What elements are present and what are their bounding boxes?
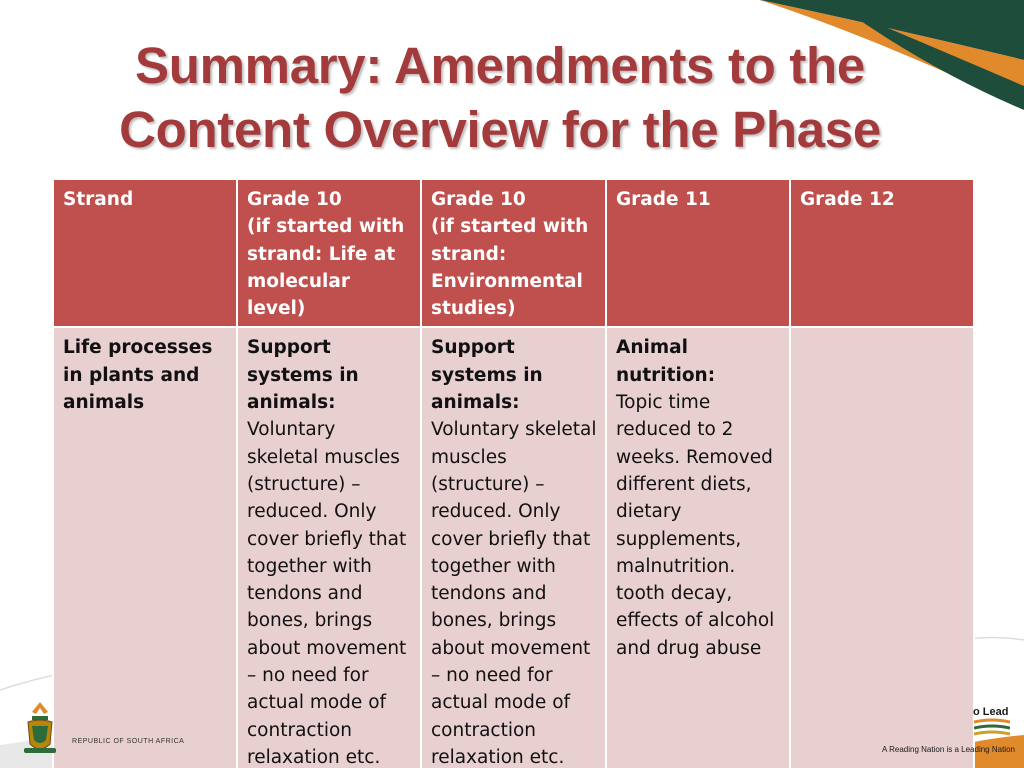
cell-grade11 xyxy=(606,327,790,768)
cell-grade12 xyxy=(790,327,974,768)
cell-grade10-environmental xyxy=(421,327,606,768)
cell-text: Topic time reduced to 2 weeks. Removed different diets, dietary supplements, malnutrition. tooth decay, effects of alcohol and drug abuse xyxy=(616,392,775,659)
strand-name: Life processes in plants and animals xyxy=(63,337,213,414)
flag-icon xyxy=(974,718,1010,740)
coat-of-arms-icon xyxy=(18,700,62,758)
crest-caption: REPUBLIC OF SOUTH AFRICA xyxy=(72,738,185,745)
tagline-right: o Lead xyxy=(973,706,1009,718)
header-grade10-molecular: Grade 10 (if started with strand: Life at molecular level) xyxy=(237,179,421,327)
table-row xyxy=(53,327,974,768)
cell-heading: Support systems in animals: xyxy=(431,337,543,414)
tagline-bottom: A Reading Nation is a Leading Nation xyxy=(882,745,1015,754)
cell-grade10-molecular xyxy=(237,327,421,768)
title-line-2: Content Overview for the Phase xyxy=(119,101,881,158)
cell-strand xyxy=(53,327,237,768)
cell-text: Voluntary skeletal muscles (structure) – reduced. Only cover briefly that together with tendons and bones, brings about movement – no need for actual mode of contraction relaxation etc. xyxy=(431,419,597,768)
header-grade11: Grade 11 xyxy=(606,179,790,327)
table-header-row xyxy=(53,179,974,327)
title-line-1: Summary: Amendments to the xyxy=(135,37,865,94)
header-grade12: Grade 12 xyxy=(790,179,974,327)
cell-text: Voluntary skeletal muscles (structure) – reduced. Only cover briefly that together with tendons and bones, brings about movement – no need for actual mode of contraction relaxation etc. xyxy=(247,419,407,768)
cell-heading: Animal nutrition: xyxy=(616,337,716,386)
header-grade10-environmental: Grade 10 (if started with strand: Environmental studies) xyxy=(421,179,606,327)
header-strand: Strand xyxy=(53,179,237,327)
cell-heading: Support systems in animals: xyxy=(247,337,359,414)
slide-title xyxy=(40,34,960,162)
